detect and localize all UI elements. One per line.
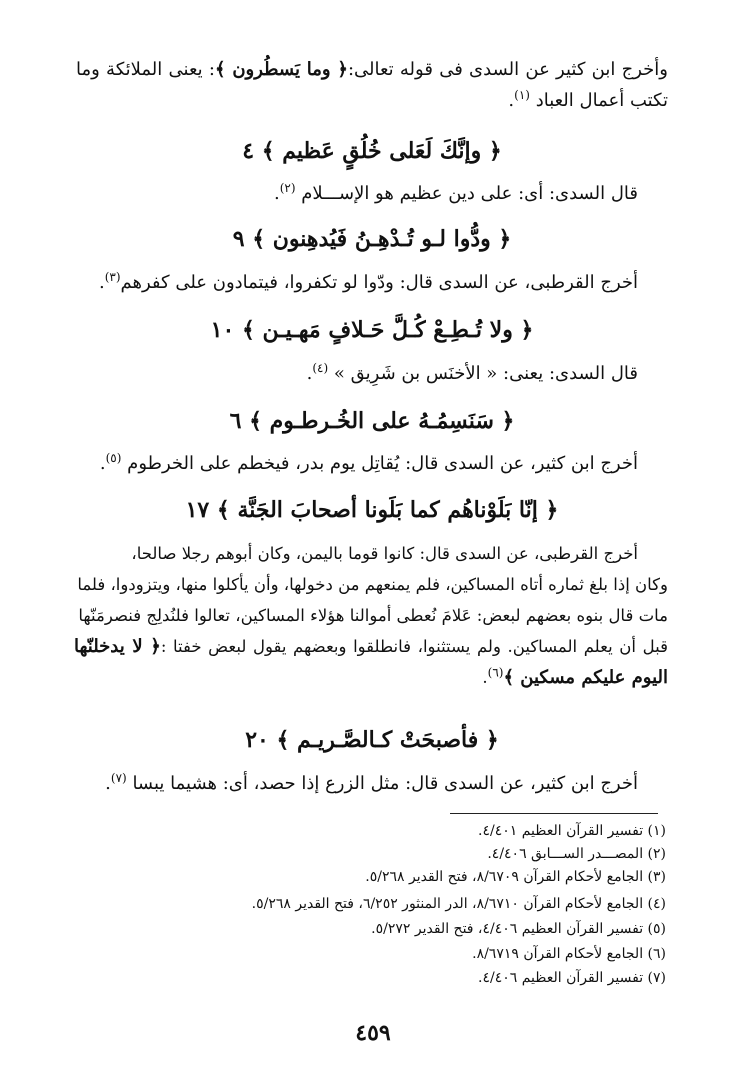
verse-20-number: ٢٠ bbox=[245, 727, 269, 753]
verse-16-number: ٦ bbox=[229, 408, 242, 434]
verse-16-text: ﴿ سَنَسِمُـهُ على الخُـرطـوم ﴾ bbox=[249, 408, 515, 434]
verse-heading-17 bbox=[76, 493, 668, 527]
verse-10-text: ﴿ ولا تُـطِـعْ كُـلَّ حَـلافٍ مَهـيـن ﴾ bbox=[241, 317, 534, 343]
footnote-5: (٥) تفسير القرآن العظيم ٤/٤٠٦، فتح القدير ٥/٢٧٢. bbox=[371, 921, 666, 937]
verse-4-text: ﴿ وإنَّكَ لَعَلى خُلُقٍ عَظيم ﴾ bbox=[261, 138, 502, 164]
paragraph-2-end: . bbox=[273, 183, 280, 204]
paragraph-5-end: . bbox=[99, 453, 106, 474]
paragraph-3 bbox=[78, 267, 638, 298]
paragraph-5 bbox=[78, 448, 638, 479]
paragraph-6-end: . bbox=[482, 668, 488, 687]
footnote-ref-7: (٧) bbox=[110, 771, 127, 785]
footnote-ref-5: (٥) bbox=[105, 451, 122, 465]
paragraph-6-line-2: وكان إذا بلغ ثماره أتاه المساكين، فلم يمنعهم من دخولها، وأن يأكلوا منها، ويتزودوا، فلما bbox=[77, 575, 668, 594]
footnote-7: (٧) تفسير القرآن العظيم ٤/٤٠٦. bbox=[478, 970, 666, 986]
verse-9-text: ﴿ ودُّوا لـو تُـدْهِـنُ فَيُدهِنون ﴾ bbox=[252, 226, 512, 252]
footnote-4: (٤) الجامع لأحكام القرآن ٨/٦٧١٠، الدر المنثور ٦/٢٥٢، فتح القدير ٥/٢٦٨. bbox=[251, 896, 666, 912]
footnote-3: (٣) الجامع لأحكام القرآن ٨/٦٧٠٩، فتح القدير ٥/٢٦٨. bbox=[365, 869, 666, 885]
verse-4-number: ٤ bbox=[242, 138, 255, 164]
footnote-ref-2: (٢) bbox=[279, 181, 296, 195]
paragraph-6-line-3: مات قال بنوه بعضهم لبعض: عَلامَ نُعطى أموالنا هؤلاء المساكين، تعالوا فلنُدلِج فنصرمَنّها bbox=[78, 606, 668, 625]
paragraph-3-end: . bbox=[98, 272, 105, 293]
paragraph-2 bbox=[78, 178, 638, 209]
verse-heading-4 bbox=[76, 134, 668, 168]
footnote-ref-1: (١) bbox=[514, 88, 530, 102]
footnote-6: (٦) الجامع لأحكام القرآن ٨/٦٧١٩. bbox=[472, 946, 666, 962]
verse-10-number: ١٠ bbox=[210, 317, 235, 343]
paragraph-6-line-4-wrap bbox=[74, 631, 668, 693]
paragraph-1-rest: : يعنى الملائكة وما تكتب أعمال العباد bbox=[76, 59, 668, 111]
paragraph-3-text: أخرج القرطبى، عن السدى قال: ودّوا لو تكفروا، فيتمادون على كفرهم bbox=[120, 272, 638, 293]
footnote-ref-6: (٦) bbox=[487, 665, 504, 680]
paragraph-6-line-1: أخرج القرطبى، عن السدى قال: كانوا قوما باليمن، وكان أبوهم رجلا صالحا، bbox=[131, 544, 638, 563]
paragraph-6-quote: ﴿ لا يدخلنّها اليوم عليكم مسكين ﴾ bbox=[74, 636, 668, 688]
verse-17-number: ١٧ bbox=[185, 497, 210, 523]
paragraph-4 bbox=[78, 358, 638, 389]
paragraph-2-text: قال السدى: أى: على دين عظيم هو الإســـلام bbox=[301, 183, 638, 204]
paragraph-5-text: أخرج ابن كثير، عن السدى قال: يُقاتِل يوم بدر، فيخطم على الخرطوم bbox=[127, 453, 638, 474]
verse-9-number: ٩ bbox=[232, 226, 245, 252]
paragraph-7-end: . bbox=[105, 773, 111, 794]
paragraph-1-quote: ﴿ وما يَسطُرون ﴾ bbox=[214, 59, 348, 80]
verse-heading-20 bbox=[76, 723, 668, 757]
paragraph-6-line-4: قبل أن يعلم المساكين. ولم يستثنوا، فانطلقوا وبعضهم يقول لبعض خفتا : bbox=[160, 637, 668, 656]
paragraph-1 bbox=[76, 54, 668, 116]
page-number: ٤٥٩ bbox=[355, 1020, 391, 1046]
paragraph-4-text: قال السدى: يعنى: « الأخنَس بن شَرِيق » bbox=[333, 363, 638, 384]
footnote-ref-3: (٣) bbox=[104, 270, 121, 284]
paragraph-1-end: . bbox=[508, 90, 515, 111]
paragraph-6 bbox=[74, 538, 668, 693]
footnote-1: (١) تفسير القرآن العظيم ٤/٤٠١. bbox=[478, 823, 666, 839]
verse-heading-9 bbox=[76, 222, 668, 256]
verse-17-text: ﴿ إنّا بَلَوْناهُم كما بَلَونا أصحابَ الجَنَّة ﴾ bbox=[216, 497, 559, 523]
footnote-separator bbox=[450, 813, 658, 814]
verse-20-text: ﴿ فأصبحَتْ كـالصَّـريـم ﴾ bbox=[276, 727, 499, 753]
paragraph-4-end: . bbox=[306, 363, 313, 384]
footnote-ref-4: (٤) bbox=[312, 361, 329, 375]
verse-heading-16 bbox=[76, 404, 668, 438]
paragraph-7 bbox=[78, 768, 638, 799]
footnote-2: (٢) المصـــدر الســـابق ٤/٤٠٦. bbox=[487, 846, 666, 862]
paragraph-7-text: أخرج ابن كثير، عن السدى قال: مثل الزرع إذا حصد، أى: هشيما يبسا bbox=[132, 773, 638, 794]
verse-heading-10 bbox=[76, 313, 668, 347]
paragraph-1-lead: وأخرج ابن كثير عن السدى فى قوله تعالى: bbox=[347, 59, 668, 80]
